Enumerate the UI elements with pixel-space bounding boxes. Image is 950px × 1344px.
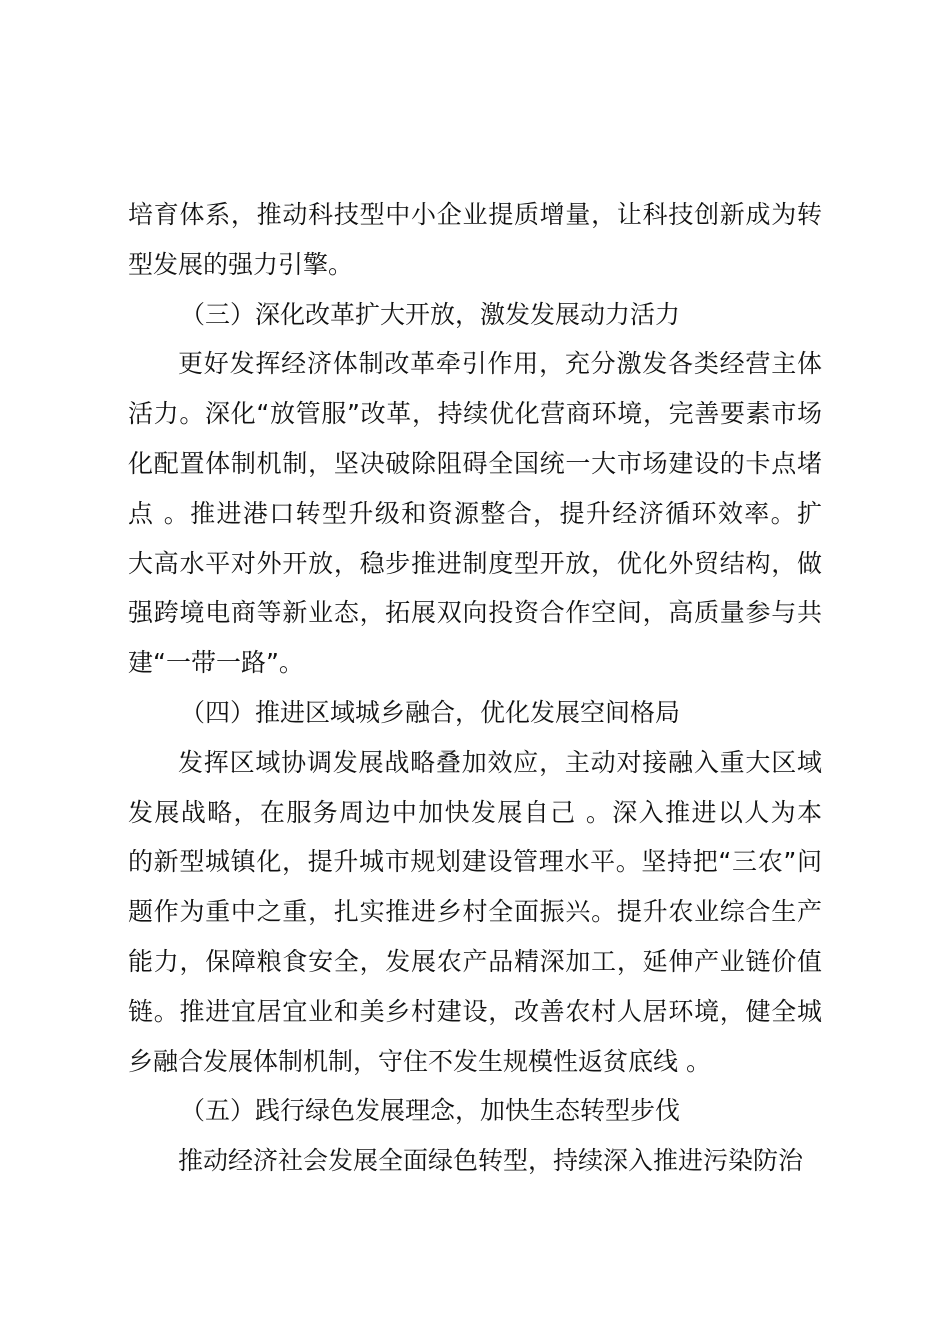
text-line: 发展战略，在服务周边中加快发展自己 。深入推进以人为本	[128, 797, 822, 827]
body-paragraph	[128, 738, 822, 1087]
text-line: 点 。推进港口转型升级和资源整合，提升经济循环效率。扩	[128, 498, 822, 528]
text-line: 建“一带一路”。	[128, 648, 304, 678]
section-heading	[128, 688, 822, 738]
heading-text: （三）深化改革扩大开放，激发发展动力活力	[180, 299, 681, 329]
text-line: 的新型城镇化，提升城市规划建设管理水平。坚持把“三农”问	[128, 847, 822, 877]
text-line: 乡融合发展体制机制，守住不发生规模性返贫底线 。	[128, 1046, 711, 1076]
document-page	[128, 190, 822, 1186]
body-paragraph	[128, 190, 822, 290]
text-line: 发挥区域协调发展战略叠加效应，主动对接融入重大区域	[178, 747, 822, 777]
text-line: 培育体系，推动科技型中小企业提质增量，让科技创新成为转	[128, 200, 822, 229]
text-line: 推动经济社会发展全面绿色转型，持续深入推进污染防治	[178, 1146, 804, 1176]
text-line: 强跨境电商等新业态，拓展双向投资合作空间，高质量参与共	[128, 598, 822, 628]
text-line: 更好发挥经济体制改革牵引作用，充分激发各类经营主体	[178, 349, 822, 379]
section-heading	[128, 290, 822, 340]
body-paragraph	[128, 1136, 822, 1186]
text-line: 型发展的强力引擎。	[128, 249, 354, 279]
text-line: 活力。深化“放管服”改革，持续优化营商环境，完善要素市场	[128, 399, 822, 429]
text-line: 化配置体制机制，坚决破除阻碍全国统一大市场建设的卡点堵	[128, 448, 822, 478]
text-line: 题作为重中之重，扎实推进乡村全面振兴。提升农业综合生产	[128, 897, 822, 927]
text-line: 能力，保障粮食安全，发展农产品精深加工，延伸产业链价值	[128, 946, 822, 976]
body-paragraph	[128, 339, 822, 688]
section-heading	[128, 1086, 822, 1136]
heading-text: （四）推进区域城乡融合，优化发展空间格局	[180, 697, 681, 727]
text-line: 大高水平对外开放，稳步推进制度型开放，优化外贸结构，做	[128, 548, 822, 578]
text-line: 链。推进宜居宜业和美乡村建设，改善农村人居环境，健全城	[128, 996, 822, 1026]
heading-text: （五）践行绿色发展理念，加快生态转型步伐	[180, 1096, 681, 1126]
